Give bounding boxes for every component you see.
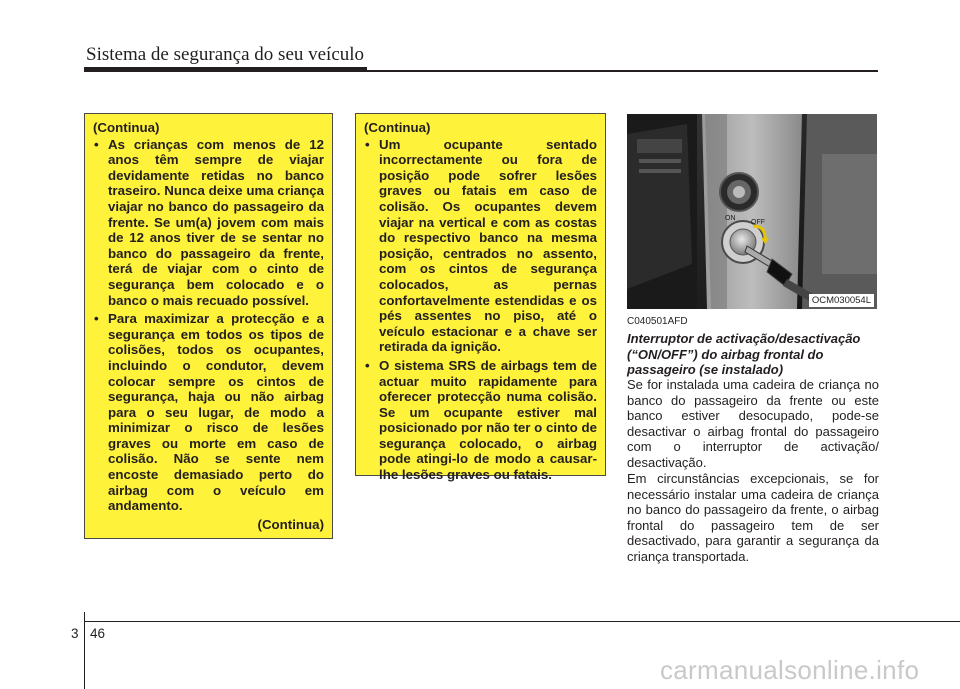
body-paragraph: Se for instalada uma cadeira de criança no banco do passageiro da frente ou este banco estiver desocupado, pode-se desactivar o airbag frontal do passageiro com o interruptor de activação/ desactivação. [627, 377, 879, 470]
page-number: 46 [90, 626, 106, 641]
warning-bullet: • Para maximizar a protecção e a segurança em todos os tipos de colisões, todos os ocupantes, incluindo o condutor, devem colocar sempre os cintos de segurança, haja ou não airbag para o seu lugar, de modo a minimizar o risco de lesões graves ou morte em caso de colisão. Não se sente nem encoste demasiado perto do airbag com o veículo em andamento. [93, 311, 324, 514]
section-header-title: Sistema de segurança do seu veículo [86, 44, 365, 65]
airbag-switch-illustration [627, 114, 877, 309]
switch-off-label: OFF [751, 219, 765, 226]
warning-box-left [84, 113, 333, 539]
header-thin-rule [367, 70, 878, 72]
photo-caption: OCM030054L [809, 294, 874, 307]
warning-list [364, 137, 597, 483]
continued-label-bottom: (Continua) [257, 516, 324, 532]
chapter-number: 3 [71, 626, 79, 641]
warning-bullet: • As crianças com menos de 12 anos têm sempre de viajar devidamente retidas no banco traseiro. Nunca deixe uma criança viajar no banco do passageiro da frente. Se um(a) jovem com mais de 12 anos tiver de se sentar no banco do passageiro da frente, terá de viajar com o cinto de segurança bem colocado e o banco o mais recuado possível. [93, 137, 324, 309]
section-subtitle: Interruptor de activação/desactivação (“ON/OFF”) do airbag frontal do passageiro (se instalado) [627, 331, 861, 377]
watermark-text: carmanualsonline.info [660, 655, 920, 685]
continued-label-top: (Continua) [364, 120, 431, 135]
airbag-switch-photo [627, 114, 877, 309]
section-code: C040501AFD [627, 316, 688, 327]
footer-rule [84, 621, 960, 622]
switch-on-label: ON [725, 215, 736, 222]
body-paragraph: Em circunstâncias excepcionais, se for necessário instalar uma cadeira de criança no banco do passageiro da frente, o airbag frontal do passageiro tem de ser desactivado, para garantir a segurança da criança transportada. [627, 471, 879, 564]
footer-divider [84, 612, 85, 689]
warning-bullet: • O sistema SRS de airbags tem de actuar muito rapidamente para oferecer protecção numa colisão. Se um ocupante estiver mal posicionado por não ter o cinto de segurança colocado, o airbag pode atingi-lo de modo a causar-lhe lesões graves ou fatais. [364, 358, 597, 483]
continued-label-top: (Continua) [93, 120, 160, 135]
header-thick-rule [84, 67, 367, 72]
warning-bullet: • Um ocupante sentado incorrectamente ou fora de posição pode sofrer lesões graves ou fatais em caso de colisão. Os ocupantes devem viajar na vertical e com as costas do respectivo banco na mesma posição, centrados no assento, com os cintos de segurança colocados, as pernas confortavelmente estendidas e os pés assentes no piso, até o veículo estacionar e a chave ser retirada da ignição. [364, 137, 597, 355]
warning-box-middle [355, 113, 606, 483]
warning-list [93, 137, 324, 514]
